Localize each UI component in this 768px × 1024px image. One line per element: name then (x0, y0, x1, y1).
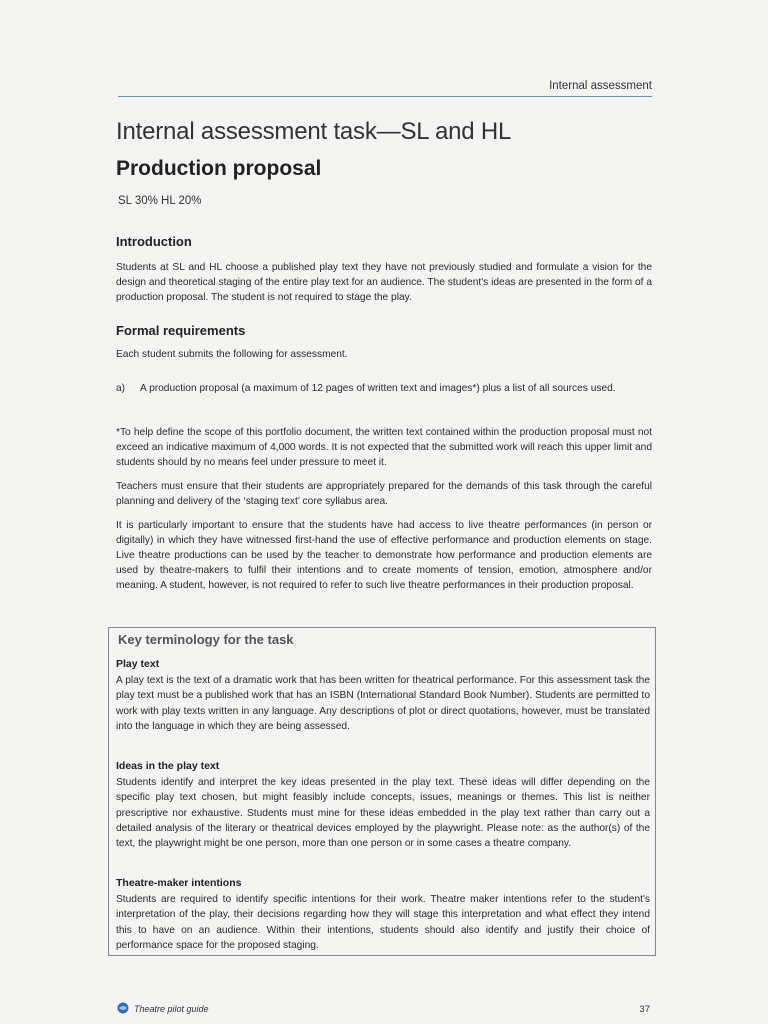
formal-requirements-heading: Formal requirements (116, 323, 246, 338)
paragraph-teachers: Teachers must ensure that their students are appropriately prepared for the demands of this task through the careful planning and delivery of the ‘staging text’ core syllabus area. (116, 481, 652, 507)
footnote-text: *To help define the scope of this portfolio document, the written text contained within the production proposal must not exceed an indicative maximum of 4,000 words. It is not expected that the submitted work will reach this upper limit and students should by no means feel under pressure to meet it. (116, 427, 652, 468)
term-title-ideas: Ideas in the play text (116, 760, 220, 772)
paragraph-live-theatre: It is particularly important to ensure that the students have had access to live theatre performances (in person or digitally) in which they have witnessed first-hand the use of effective performance and production elements on stage. Live theatre productions can be used by the teacher to demonstrate how performance and production elements are used by theatre-makers to fulfil their intentions and to create moments of tension, emotion, atmosphere and/or meaning. A student, however, is not required to refer to such live theatre performances in their production proposal. (116, 520, 652, 591)
page-number: 37 (639, 1004, 650, 1015)
term-text-ideas: Students identify and interpret the key ideas presented in the play text. These ideas will differ depending on the specific play text chosen, but might feasibly include concepts, issues, meanings or themes. This list is neither prescriptive nor exhaustive. Students must mine for these ideas embedded in the play text rather than carry out a detailed analysis of the literary or theatrical devices employed by the playwright. Please note: as the author(s) of the text, the playwright might be one person, more than one person or in some cases a theatre company. (116, 777, 650, 850)
running-head: Internal assessment (549, 80, 652, 92)
term-text-intentions: Students are required to identify specific intentions for their work. Theatre maker intentions refer to the student's interpretation of the play, their decisions regarding how they will stage this interpretation and what effect they intend this to have on an audience. Within their intentions, students should also identify and justify their choice of performance space for the proposed staging. (116, 894, 650, 951)
term-title-play-text: Play text (116, 658, 160, 670)
header-rule (118, 96, 652, 97)
term-title-intentions: Theatre-maker intentions (116, 877, 242, 889)
formal-requirements-intro: Each student submits the following for assessment. (116, 349, 348, 360)
introduction-heading: Introduction (116, 234, 192, 249)
weighting-text: SL 30% HL 20% (118, 195, 202, 207)
key-terminology-title: Key terminology for the task (118, 632, 294, 647)
page-title: Internal assessment task—SL and HL (116, 118, 512, 145)
page-subtitle: Production proposal (116, 157, 322, 180)
term-text-play-text: A play text is the text of a dramatic work that has been written for theatrical performance. For this assessment task the play text must be a published work that has an ISBN (International Standard Book Number). Students are permitted to work with play texts written in any language. Any descriptions of plot or direct quotations, however, must be translated into the language in which they are being assessed. (116, 675, 650, 732)
footer-guide-title: Theatre pilot guide (134, 1004, 209, 1014)
list-marker: a) (116, 383, 126, 394)
ib-globe-logo-icon (117, 1002, 129, 1014)
introduction-text: Students at SL and HL choose a published play text they have not previously studied and formulate a vision for the design and theoretical staging of the entire play text for an audience. The student's ideas are presented in the form of a production proposal. The student is not required to stage the play. (116, 262, 652, 303)
list-item-text: A production proposal (a maximum of 12 pages of written text and images*) plus a list of all sources used. (140, 383, 616, 394)
